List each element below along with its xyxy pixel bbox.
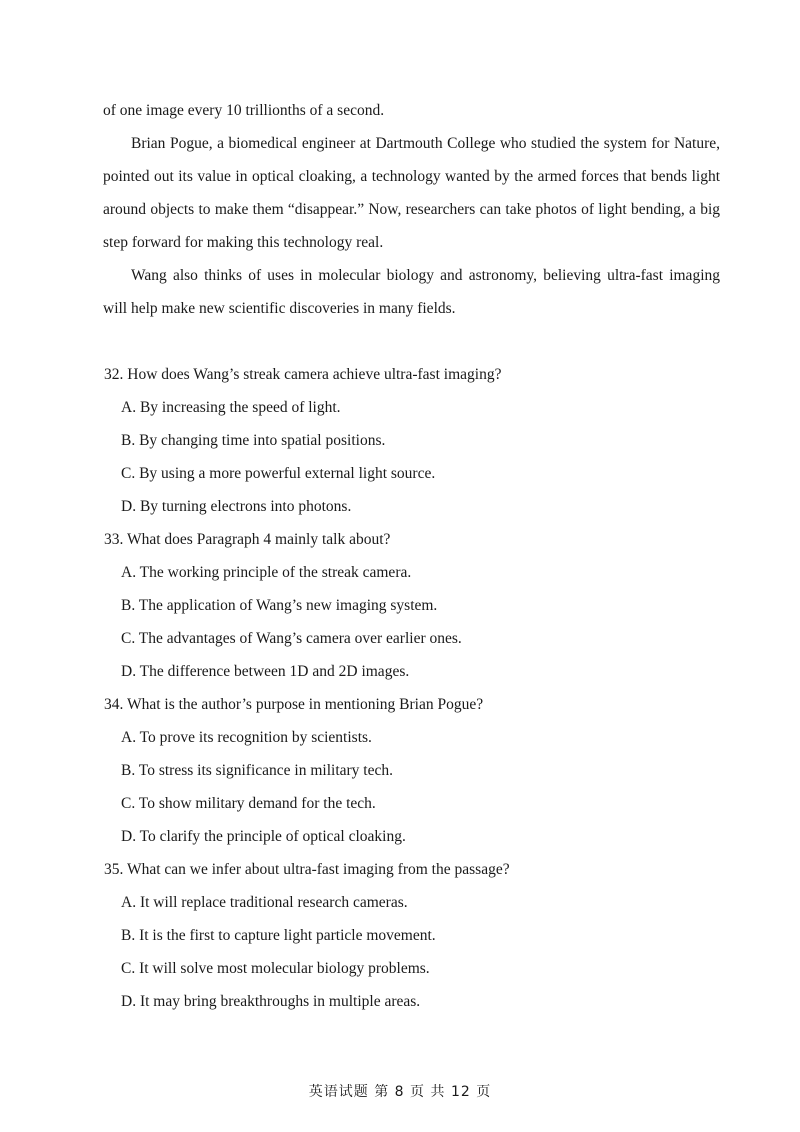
question-stem: 32. How does Wang’s streak camera achieve ultra-fast imaging? — [104, 366, 502, 383]
option-d: D. The difference between 1D and 2D images. — [121, 663, 410, 680]
option-c: C. The advantages of Wang’s camera over earlier ones. — [121, 630, 462, 647]
option-d: D. To clarify the principle of optical cloaking. — [121, 828, 406, 845]
question-list — [104, 358, 724, 1018]
passage-paragraph-1: of one image every 10 trillionths of a second. — [103, 102, 385, 119]
option-d: D. By turning electrons into photons. — [121, 498, 352, 515]
option-b: B. It is the first to capture light particle movement. — [121, 927, 436, 944]
option-a: A. It will replace traditional research cameras. — [121, 894, 408, 911]
question-33 — [104, 523, 724, 688]
question-stem: 33. What does Paragraph 4 mainly talk about? — [104, 531, 391, 548]
option-b: B. The application of Wang’s new imaging system. — [121, 597, 438, 614]
question-stem: 34. What is the author’s purpose in mentioning Brian Pogue? — [104, 696, 484, 713]
page-footer: 英语试题 第 8 页 共 12 页 — [308, 1084, 492, 1100]
question-32 — [104, 358, 724, 523]
passage-paragraph-3: Wang also thinks of uses in molecular biology and astronomy, believing ultra-fast imaging will help make new scientific discoveries in many fields. — [103, 267, 720, 317]
option-d: D. It may bring breakthroughs in multiple areas. — [121, 993, 421, 1010]
option-a: A. By increasing the speed of light. — [121, 399, 341, 416]
option-a: A. The working principle of the streak camera. — [121, 564, 412, 581]
question-35 — [104, 853, 724, 1018]
option-b: B. By changing time into spatial positions. — [121, 432, 386, 449]
option-a: A. To prove its recognition by scientists. — [121, 729, 372, 746]
question-stem: 35. What can we infer about ultra-fast imaging from the passage? — [104, 861, 510, 878]
question-34 — [104, 688, 724, 853]
option-b: B. To stress its significance in military tech. — [121, 762, 393, 779]
passage-paragraph-2: Brian Pogue, a biomedical engineer at Dartmouth College who studied the system for Nature, pointed out its value in optical cloaking, a technology wanted by the armed forces that bends light around objects to make them “disappear.” Now, researchers can take photos of light bending, a big step forward for making this technology real. — [103, 135, 720, 251]
reading-passage — [103, 94, 720, 325]
option-c: C. To show military demand for the tech. — [121, 795, 376, 812]
option-c: C. It will solve most molecular biology problems. — [121, 960, 430, 977]
option-c: C. By using a more powerful external light source. — [121, 465, 436, 482]
